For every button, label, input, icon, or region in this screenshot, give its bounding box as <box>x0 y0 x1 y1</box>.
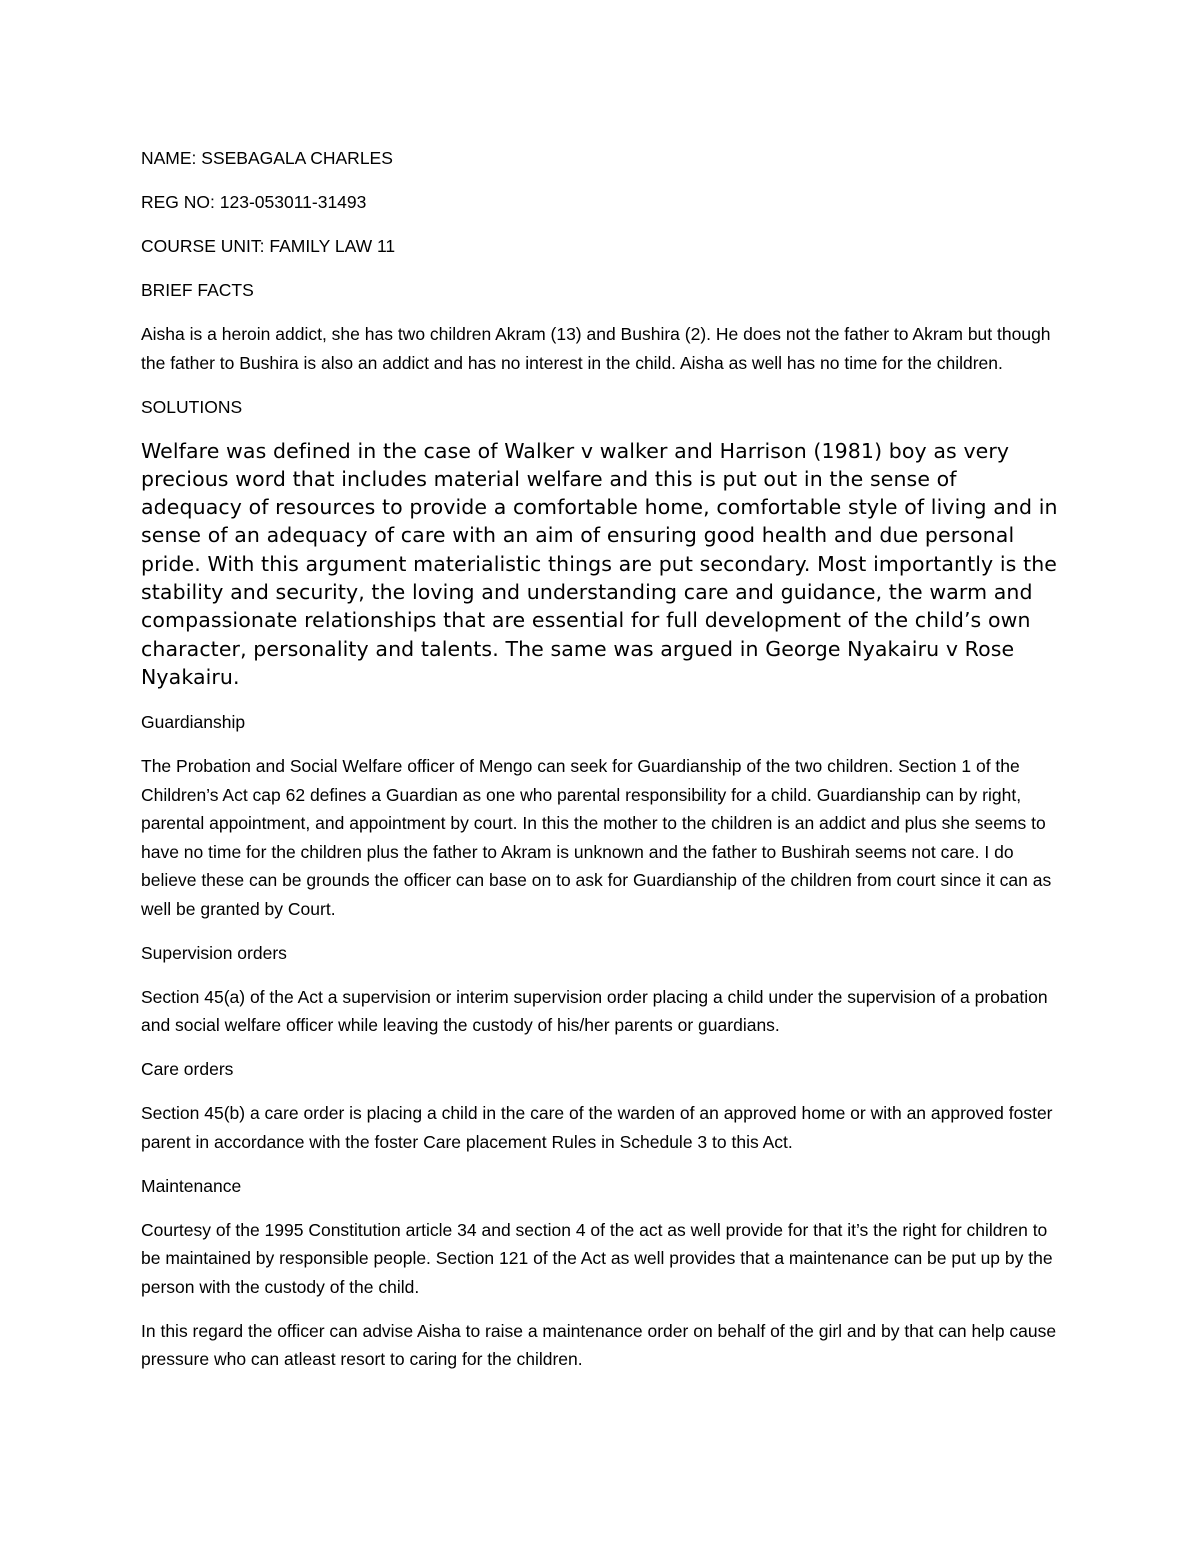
conclusion-paragraph: In this regard the officer can advise Aisha to raise a maintenance order on behalf of the girl and by that can help cause pressure who can atleast resort to caring for the children. <box>141 1320 1057 1370</box>
course-unit: COURSE UNIT: FAMILY LAW 11 <box>141 236 396 256</box>
supervision-orders-heading: Supervision orders <box>141 942 287 963</box>
care-orders-paragraph: Section 45(b) a care order is placing a child in the care of the warden of an approved home or with an approved foster parent in accordance with the foster Care placement Rules in Schedule 3 to this Act. <box>141 1103 1053 1152</box>
guardianship-heading: Guardianship <box>141 712 246 733</box>
solutions-heading: SOLUTIONS <box>141 396 243 417</box>
guardianship-paragraph: The Probation and Social Welfare officer of Mengo can seek for Guardianship of the two children. Section 1 of the Children’s Act cap 62 defines a Guardian as one who parental responsibility for a child. Guardianship can by right, parental appointment, and appointment by court. In this the mother to the children is an addict and plus she seems to have no time for the children plus the father to Akram is unknown and the father to Bushirah seems not care. I do believe these can be grounds the officer can base on to ask for Guardianship of the children from court since it can as well be granted by Court. <box>141 756 1052 919</box>
maintenance-paragraph: Courtesy of the 1995 Constitution article 34 and section 4 of the act as well provide for that it’s the right for children to be maintained by responsible people. Section 121 of the Act as well provides that a maintenance can be put up by the person with the custody of the child. <box>141 1219 1053 1297</box>
document-body <box>141 144 1061 1389</box>
welfare-paragraph: Welfare was defined in the case of Walker v walker and Harrison (1981) boy as very precious word that includes material welfare and this is put out in the sense of adequacy of resources to provide a comfortable home, comfortable style of living and in sense of an adequacy of care with an aim of ensuring good health and due personal pride. With this argument materialistic things are put secondary. Most importantly is the stability and security, the loving and understanding care and guidance, the warm and compassionate relationships that are essential for full development of the child’s own character, personality and talents. The same was argued in George Nyakairu v Rose Nyakairu. <box>141 438 1058 689</box>
student-name: NAME: SSEBAGALA CHARLES <box>141 148 393 168</box>
care-orders-heading: Care orders <box>141 1059 234 1080</box>
maintenance-heading: Maintenance <box>141 1175 242 1196</box>
supervision-orders-paragraph: Section 45(a) of the Act a supervision or interim supervision order placing a child under the supervision of a probation and social welfare officer while leaving the custody of his/her parents or guardians. <box>141 986 1048 1036</box>
brief-facts-paragraph: Aisha is a heroin addict, she has two children Akram (13) and Bushira (2). He does not the father to Akram but though the father to Bushira is also an addict and has no interest in the child. Aisha as well has no time for the children. <box>141 324 1051 373</box>
registration-number: REG NO: 123-053011-31493 <box>141 192 367 212</box>
brief-facts-heading: BRIEF FACTS <box>141 280 254 300</box>
